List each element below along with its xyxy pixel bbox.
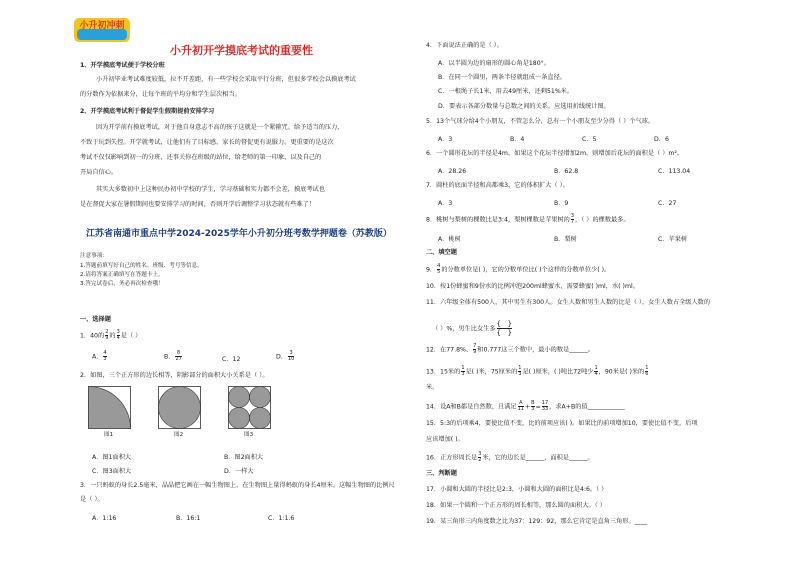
logo-text: 小升初冲刺 (79, 21, 125, 31)
question-17: 17．小圆和大圆的半径比是2:3，小圆和大圆的面积比是4:6。（ ） (426, 486, 608, 493)
q6-option-a: A．28.26 (438, 168, 467, 175)
q1-option-b: B． $\frac{8}{27}$ (164, 350, 182, 362)
question-15: 15．5:3的后项乘4，要使比值不变，比的前项应该( )。如果比的前项增加10，要使比值不变，后项 (426, 420, 698, 427)
intro-section-2: 2、开学摸底考试利于督促学生假期提前安排学习 (80, 108, 215, 115)
q3-option-a: A．1:16 (92, 515, 117, 522)
q5-option-c: C．5 (582, 136, 597, 143)
q5-option-a: A．3 (438, 136, 453, 143)
question-5: 5．13个气球分给4个小朋友，不管怎么分，总有一个小朋友至少分得（ ）个气球。 (426, 118, 655, 125)
question-10: 10．按1份蜂蜜和9份水的比例冲泡200ml蜂蜜水，需要蜂蜜( )ml，水( )ml。 (426, 283, 639, 290)
figure-2 (159, 387, 201, 429)
note-item: 3.答完试卷后，务必再次检查哦！ (80, 281, 164, 287)
q1-option-c: C．12 (222, 356, 241, 363)
section-choice: 一、选择题 (80, 316, 111, 323)
intro-paragraph: 因为开学前有摸底考试，对于他自身意志不高的孩子这就是一个紧箍咒。给予适当的压力， (96, 124, 344, 131)
figure-3 (229, 387, 271, 429)
q1-option-d: D． $\frac{3}{10}$ (276, 350, 295, 362)
intro-paragraph: 的分数作为依据来分，让每个班的平均分和学生层次相当。 (80, 91, 241, 98)
intro-paragraph: 考试不仅仅影响到初一的分班，还事关你在班级的站位，给老师的第一印象，以及自己的 (80, 154, 322, 161)
q7-option-c: C．27 (658, 200, 677, 207)
q4-option-c: C．一根绳子长1米，用去49厘米，还剩51%米。 (438, 88, 574, 95)
q1-option-a: A． $\frac{4}{3}$ (92, 350, 107, 362)
question-18: 18．如果一个圆和一个正方形的周长相等，那么圆的面积大。（ ） (426, 502, 606, 509)
q2-option-d: D．一样大 (224, 468, 254, 475)
question-14: 14．设A和B都是自然数，且满足 $\frac{A}{11}$ + $\frac{B}{3}$ = $\frac{17}{33}$ ，求A+B的值____________ (426, 400, 625, 412)
figure-1 (89, 387, 131, 429)
section-judge: 三、判断题 (426, 470, 457, 477)
question-15-cont: 应该增加( )。 (426, 436, 464, 443)
q3-option-b: B．16:1 (176, 515, 201, 522)
question-6: 6．一个圆形花坛的半径是4m，如果这个花坛半径增加2m，则增加后花坛的面积是（ ）m²。 (426, 150, 684, 157)
q6-option-c: C．113.04 (658, 168, 691, 175)
figure-2-label: 图2 (174, 432, 184, 438)
note-item: 1.答题前填写好自己的姓名、班级、考号等信息。 (80, 263, 203, 269)
question-2: 2．如图，三个正方形的边长相等，阴影部分的面积大小关系是（ ）。 (80, 372, 269, 379)
question-1: 1．40的 $\frac{2}{9}$ 的 $\frac{3}{4}$ 是（ ） (80, 329, 142, 341)
intro-title: 小升初开学摸底考试的重要性 (170, 44, 313, 57)
q4-option-b: B．在同一个圆里，两条半径就组成一条直径。 (438, 74, 566, 81)
question-13: 13．15米的 $\frac{1}{3}$ 是( )米，75厘米的 $\frac{1}{3}$ 是( )厘米，( )吨比72吨少 $\frac{1}{4}$ ，90米是( )米的 $\frac{1}{6}$ (426, 365, 649, 377)
question-7: 7．圆柱的底面半径和高都乘3，它的体积扩大（ ）。 (426, 182, 569, 189)
question-12: 12．在77.8%、 $\frac{7}{9}$ 和0.777这三个数中，最小的数是______。 (426, 343, 594, 355)
question-19: 19．某三角形三内角度数之比为37：129：92，那么它肯定是直角三角形。____ (426, 518, 648, 525)
q5-option-b: B．4 (510, 136, 525, 143)
question-16: 16．正方形周长是 $\frac{3}{2}$ 米，它的边长是______，面积是______。 (426, 451, 594, 463)
q7-option-b: B．9 (554, 200, 569, 207)
figure-3-label: 图3 (244, 432, 254, 438)
q8-option-b: B．梨树 (554, 236, 577, 243)
intro-paragraph: 是在督促大家在暑假期间也要安排学习的时间，否则开学后调整学习状态就有些难了！ (80, 201, 316, 208)
question-13-cont: 米。 (426, 384, 439, 391)
q6-option-b: B．62.8 (554, 168, 579, 175)
intro-paragraph: 开局自信心。 (80, 169, 118, 176)
q3-option-c: C．1:1.6 (268, 515, 295, 522)
q2-option-c: C．图3面积大 (92, 468, 132, 475)
question-3-cont: 是（ ）。 (80, 496, 104, 503)
q2-option-b: B．图2面积大 (224, 454, 264, 461)
question-8: 8．桃树与梨树的棵数比是3:4，梨树棵数是苹果树的 $\frac{3}{7}$ ，（ ）的棵数最多。 (426, 213, 630, 225)
question-9: 9． $\frac{4}{5}$ 的分数单位是( )，它的分数单位比( )个这样的分数单位少( )。 (426, 263, 611, 275)
question-11: 11．六年级全体有500人，其中男生有300人。女生人数和男生人数的比是（ ），女生人数占全级人数的 (426, 299, 711, 306)
question-11-cont: （ ）%，男生比女生多 $\frac{\{ \}}{\{ \}}$ (432, 320, 513, 337)
question-3: 3．一只蚂蚁的身长2.5毫米，晶晶把它画在一幅生物图上，在生物图上量得蚂蚁的身长4厘米。这幅生物图的比例尺 (80, 482, 395, 489)
q7-option-a: A．3 (438, 200, 453, 207)
q2-option-a: A．图1面积大 (92, 454, 132, 461)
intro-section-1: 1、开学摸底考试便于学校分班 (80, 62, 165, 69)
brand-logo (72, 16, 132, 44)
intro-paragraph: 不致于玩到失控。开学就考试，让他们有了目标感，家长的督促更有说服力。更重要的是这次 (80, 139, 334, 146)
q4-option-d: D．要表示各部分数量与总数之间的关系，应选用折线统计图。 (438, 103, 610, 110)
note-item: 2.请将答案正确填写在答题卡上。 (80, 272, 164, 278)
q4-option-a: A．以半圆为边的扇形的圆心角是180°。 (438, 60, 550, 67)
section-fill: 二、填空题 (426, 249, 457, 256)
intro-paragraph: 其实大多数初中上这种民办初中学校的学生，学习基础和实力都不会差，摸底考试也 (96, 186, 325, 193)
exam-title: 江苏省南通市重点中学2024-2025学年小升初分班考数学押题卷（苏教版） (86, 229, 392, 239)
notes-title: 注意事项： (80, 253, 108, 259)
q5-option-d: D．6 (654, 136, 669, 143)
intro-paragraph: 小升初毕业考试难度较低，拉不开差距，有一些学校会采取平行分班，但很多学校会以摸底考试 (96, 76, 356, 83)
q8-option-c: C．苹果树 (658, 236, 688, 243)
question-4: 4．下面说法正确的是（ ）。 (426, 42, 504, 49)
figure-1-label: 图1 (104, 432, 114, 438)
q8-option-a: A．桃树 (438, 236, 461, 243)
